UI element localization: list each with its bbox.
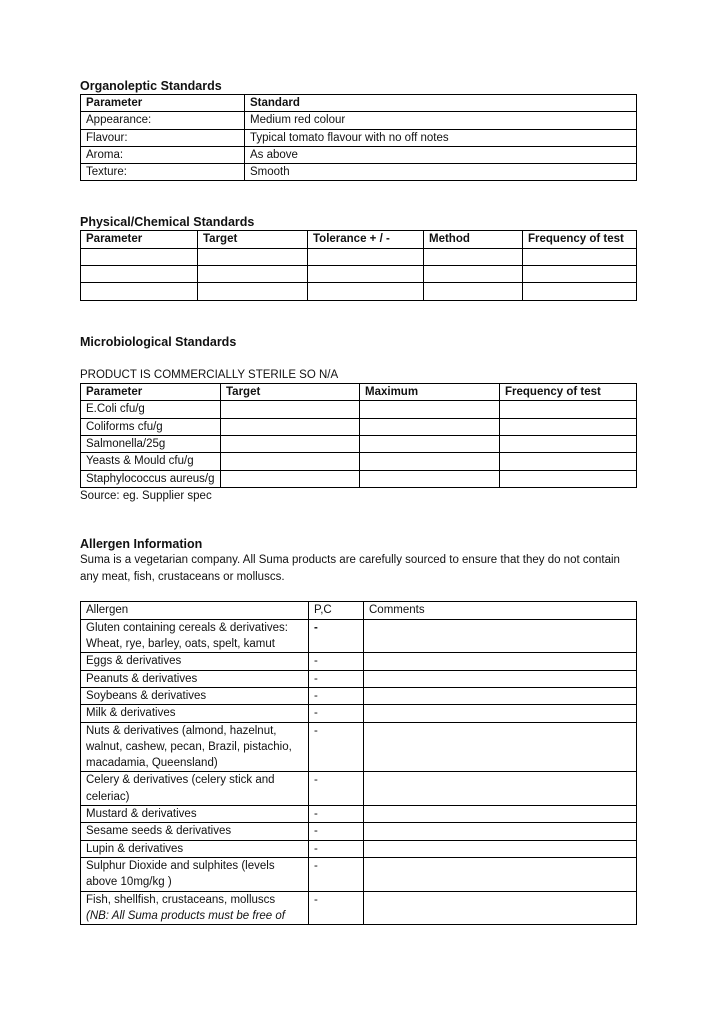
empty-cell [500, 401, 637, 418]
empty-cell [364, 806, 637, 823]
pc-cell: - [309, 705, 364, 722]
empty-cell [81, 266, 198, 283]
empty-cell [221, 401, 360, 418]
pc-cell: - [309, 619, 364, 653]
allergen-title: Allergen Information [80, 537, 203, 552]
allergen-cell: Peanuts & derivatives [81, 670, 309, 687]
empty-cell [364, 891, 637, 925]
empty-cell [364, 840, 637, 857]
document-page [80, 78, 637, 925]
column-header: Target [221, 384, 360, 401]
empty-cell [364, 687, 637, 704]
table-row [81, 453, 637, 470]
parameter-cell: Texture: [81, 164, 245, 181]
pc-cell: - [309, 857, 364, 891]
empty-cell [364, 619, 637, 653]
column-header: Maximum [360, 384, 500, 401]
empty-cell [360, 436, 500, 453]
column-header: Tolerance + / - [308, 231, 424, 248]
table-row [81, 772, 637, 806]
pc-cell: - [309, 653, 364, 670]
empty-cell [81, 283, 198, 300]
table-row [81, 670, 637, 687]
parameter-cell: Appearance: [81, 112, 245, 129]
table-row [81, 401, 637, 418]
empty-cell [221, 418, 360, 435]
table-row [81, 470, 637, 487]
allergen-name: Fish, shellfish, crustaceans, molluscs [86, 893, 276, 906]
organoleptic-title: Organoleptic Standards [80, 79, 222, 93]
pc-cell: - [309, 670, 364, 687]
empty-cell [308, 266, 424, 283]
empty-cell [424, 248, 523, 265]
empty-cell [360, 418, 500, 435]
empty-cell [360, 401, 500, 418]
allergen-cell: Gluten containing cereals & derivatives: Wheat, rye, barley, oats, spelt, kamut [81, 619, 309, 653]
allergen-cell: Lupin & derivatives [81, 840, 309, 857]
pc-cell: - [309, 840, 364, 857]
table-row [81, 112, 637, 129]
empty-cell [500, 418, 637, 435]
empty-cell [198, 283, 308, 300]
table-row [81, 164, 637, 181]
empty-cell [364, 653, 637, 670]
empty-cell [364, 670, 637, 687]
table-row [81, 857, 637, 891]
empty-cell [81, 248, 198, 265]
parameter-cell: Salmonella/25g [81, 436, 221, 453]
empty-cell [364, 705, 637, 722]
table-row [81, 129, 637, 146]
column-header: Parameter [81, 95, 245, 112]
empty-cell [308, 283, 424, 300]
pc-cell: - [309, 891, 364, 925]
column-header: Frequency of test [523, 231, 637, 248]
empty-cell [198, 248, 308, 265]
table-row [81, 619, 637, 653]
column-header: Comments [364, 602, 637, 619]
table-row [81, 266, 637, 283]
column-header: Parameter [81, 384, 221, 401]
parameter-cell: Coliforms cfu/g [81, 418, 221, 435]
parameter-cell: E.Coli cfu/g [81, 401, 221, 418]
empty-cell [360, 453, 500, 470]
allergen-cell: Celery & derivatives (celery stick and celeriac) [81, 772, 309, 806]
empty-cell [424, 283, 523, 300]
pc-cell: - [309, 772, 364, 806]
empty-cell [364, 722, 637, 772]
table-row [81, 891, 637, 925]
empty-cell [500, 453, 637, 470]
empty-cell [523, 248, 637, 265]
empty-cell [424, 266, 523, 283]
empty-cell [523, 266, 637, 283]
pc-cell: - [309, 806, 364, 823]
empty-cell [221, 453, 360, 470]
column-header: P,C [309, 602, 364, 619]
table-row [81, 722, 637, 772]
standard-cell: Typical tomato flavour with no off notes [245, 129, 637, 146]
micro-table [80, 383, 637, 488]
column-header: Target [198, 231, 308, 248]
allergen-cell [81, 891, 309, 925]
empty-cell [500, 470, 637, 487]
allergen-cell: Sesame seeds & derivatives [81, 823, 309, 840]
empty-cell [198, 266, 308, 283]
pc-cell: - [309, 722, 364, 772]
column-header: Method [424, 231, 523, 248]
organoleptic-table [80, 94, 637, 181]
table-row [81, 283, 637, 300]
column-header: Frequency of test [500, 384, 637, 401]
parameter-cell: Flavour: [81, 129, 245, 146]
table-row [81, 653, 637, 670]
table-row [81, 418, 637, 435]
standard-cell: As above [245, 146, 637, 163]
empty-cell [364, 823, 637, 840]
pc-cell: - [309, 687, 364, 704]
micro-note: PRODUCT IS COMMERCIALLY STERILE SO N/A [80, 368, 339, 381]
empty-cell [221, 436, 360, 453]
empty-cell [364, 772, 637, 806]
physical-table [80, 230, 637, 300]
allergen-cell: Eggs & derivatives [81, 653, 309, 670]
table-row [81, 248, 637, 265]
table-row [81, 687, 637, 704]
allergen-intro: Suma is a vegetarian company. All Suma products are carefully sourced to ensure that they do not contain any meat, fish, crustaceans or molluscs. [80, 554, 620, 583]
allergen-cell: Sulphur Dioxide and sulphites (levels above 10mg/kg ) [81, 857, 309, 891]
column-header: Allergen [81, 602, 309, 619]
allergen-cell: Mustard & derivatives [81, 806, 309, 823]
table-row [81, 436, 637, 453]
empty-cell [364, 857, 637, 891]
parameter-cell: Yeasts & Mould cfu/g [81, 453, 221, 470]
allergen-table [80, 601, 637, 925]
micro-title: Microbiological Standards [80, 334, 237, 349]
allergen-note: (NB: All Suma products must be free of [86, 909, 285, 922]
empty-cell [360, 470, 500, 487]
parameter-cell: Aroma: [81, 146, 245, 163]
empty-cell [308, 248, 424, 265]
table-row [81, 146, 637, 163]
empty-cell [523, 283, 637, 300]
allergen-cell: Soybeans & derivatives [81, 687, 309, 704]
table-row [81, 840, 637, 857]
standard-cell: Medium red colour [245, 112, 637, 129]
empty-cell [500, 436, 637, 453]
physical-title: Physical/Chemical Standards [80, 215, 255, 230]
parameter-cell: Staphylococcus aureus/g [81, 470, 221, 487]
column-header: Parameter [81, 231, 198, 248]
empty-cell [221, 470, 360, 487]
allergen-cell: Nuts & derivatives (almond, hazelnut, walnut, cashew, pecan, Brazil, pistachio, macadamia, Queensland) [81, 722, 309, 772]
table-row [81, 705, 637, 722]
column-header: Standard [245, 95, 637, 112]
table-row [81, 823, 637, 840]
micro-source: Source: eg. Supplier spec [80, 489, 212, 502]
standard-cell: Smooth [245, 164, 637, 181]
pc-cell: - [309, 823, 364, 840]
table-row [81, 806, 637, 823]
allergen-cell: Milk & derivatives [81, 705, 309, 722]
